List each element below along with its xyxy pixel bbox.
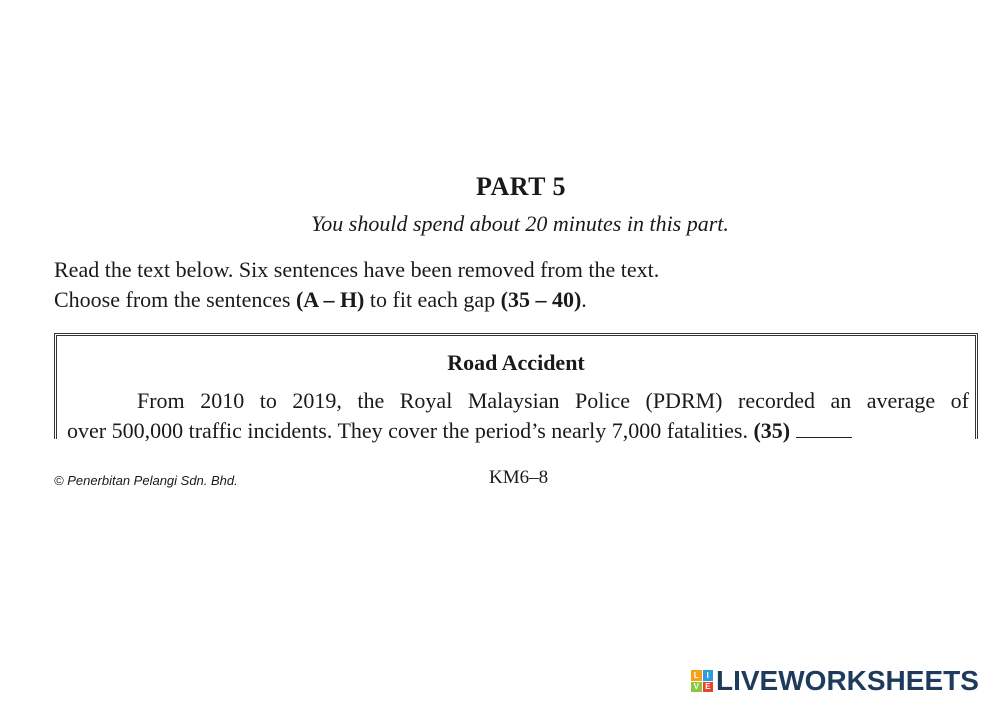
passage-line: From 2010 to 2019, the Royal Malaysian Police (PDRM) recorded an average of <box>137 388 969 413</box>
brand-name: LIVEWORKSHEETS <box>716 665 979 696</box>
page-number: KM6–8 <box>489 467 549 488</box>
liveworksheets-logo-icon <box>691 670 713 692</box>
instruction-text: to fit each gap <box>364 287 501 312</box>
liveworksheets-brand[interactable] <box>691 664 979 698</box>
instruction-line-2 <box>54 287 587 313</box>
gap-label: (35) <box>753 418 791 443</box>
gap-range: (35 – 40) <box>500 287 582 312</box>
logo-tile: V <box>691 682 702 693</box>
logo-tile: I <box>703 670 714 681</box>
instruction-text: . <box>581 287 587 312</box>
passage-text: over 500,000 traffic incidents. They cover the period’s nearly 7,000 fatalities. <box>67 418 754 443</box>
answer-blank[interactable] <box>796 423 852 438</box>
logo-tile: E <box>703 682 714 693</box>
passage-line <box>67 416 969 446</box>
instruction-text: Choose from the sentences <box>54 287 296 312</box>
passage-box <box>54 333 978 443</box>
copyright-notice: © Penerbitan Pelangi Sdn. Bhd. <box>54 473 238 488</box>
passage-paragraph <box>67 386 969 446</box>
part-title: PART 5 <box>476 172 566 201</box>
passage-title: Road Accident <box>447 350 585 375</box>
instruction-line-1: Read the text below. Six sentences have been removed from the text. <box>54 257 660 282</box>
sentence-range: (A – H) <box>295 287 365 312</box>
time-note: You should spend about 20 minutes in this part. <box>311 211 729 236</box>
logo-tile: L <box>691 670 702 681</box>
